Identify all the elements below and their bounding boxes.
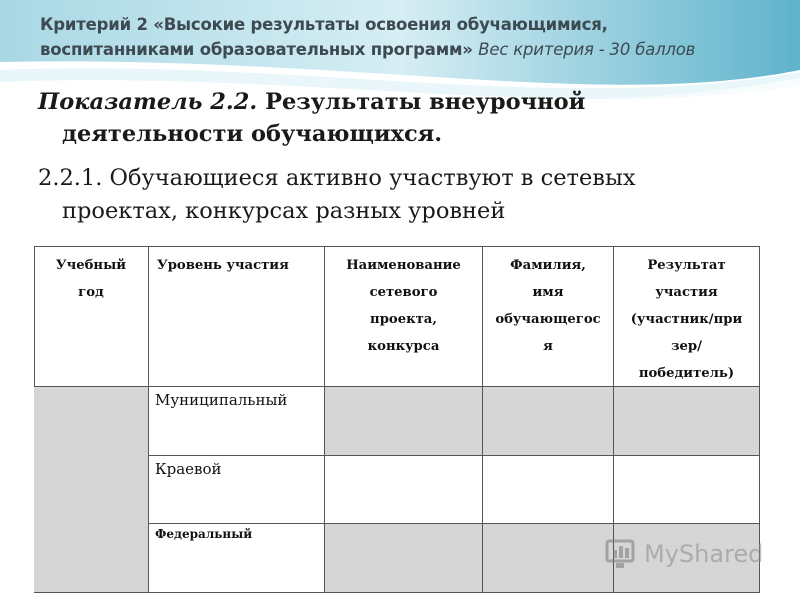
- header-cell-year: [34, 246, 149, 387]
- header-line: сетевого: [369, 285, 438, 300]
- criterion-weight: Вес критерия - 30 баллов: [478, 40, 696, 59]
- header-cell-result: [614, 246, 760, 387]
- table-cell: [325, 524, 483, 593]
- indicator-title: [38, 86, 758, 150]
- level-cell-regional: Краевой: [149, 456, 325, 524]
- table-cell: [483, 456, 614, 524]
- header-line: Наименование: [346, 258, 461, 273]
- table-cell: [483, 387, 614, 456]
- level-cell-federal: Федеральный: [149, 524, 325, 593]
- header-line: обучающегос: [495, 312, 601, 327]
- indicator-title-part1: Результаты внеурочной: [265, 89, 586, 115]
- header-line: проекта,: [370, 312, 437, 327]
- table-cell: [325, 387, 483, 456]
- subindicator-line2: проектах, конкурсах разных уровней: [62, 198, 506, 224]
- criterion-line-1: Критерий 2 «Высокие результаты освоения обучающимися,: [40, 15, 608, 34]
- table-cell: [614, 456, 760, 524]
- criterion-line-2-text: воспитанниками образовательных программ»: [40, 40, 473, 59]
- indicator-title-part2: деятельности обучающихся.: [62, 121, 443, 147]
- header-line: зер/: [671, 339, 702, 354]
- header-cell-project: [325, 246, 483, 387]
- header-line: участия: [655, 285, 718, 300]
- table-cell: [483, 524, 614, 593]
- subindicator-line1: 2.2.1. Обучающиеся активно участвуют в сетевых: [38, 165, 636, 191]
- header-line: год: [78, 285, 104, 300]
- header-cell-level: [149, 246, 325, 387]
- watermark: [604, 538, 774, 572]
- header-line: я: [543, 339, 553, 354]
- watermark-logo-icon: [604, 538, 640, 572]
- subindicator-text: [38, 162, 758, 228]
- header-line: имя: [532, 285, 564, 300]
- header-line: (участник/при: [630, 312, 743, 327]
- indicator-label: Показатель 2.2.: [38, 89, 258, 115]
- watermark-text: MyShared: [644, 540, 764, 568]
- header-line: Учебный: [55, 258, 127, 273]
- header-line: Фамилия,: [510, 258, 586, 273]
- header-cell-student: [483, 246, 614, 387]
- header-line: Уровень участия: [157, 258, 289, 273]
- table-cell: [614, 387, 760, 456]
- level-cell-municipal: Муниципальный: [149, 387, 325, 456]
- criterion-heading: [40, 12, 780, 62]
- year-cell: [34, 387, 149, 593]
- criterion-line-2: [40, 37, 780, 62]
- header-line: конкурса: [367, 339, 440, 354]
- header-line: победитель): [638, 366, 735, 381]
- header-line: Результат: [647, 258, 726, 273]
- table-cell: [325, 456, 483, 524]
